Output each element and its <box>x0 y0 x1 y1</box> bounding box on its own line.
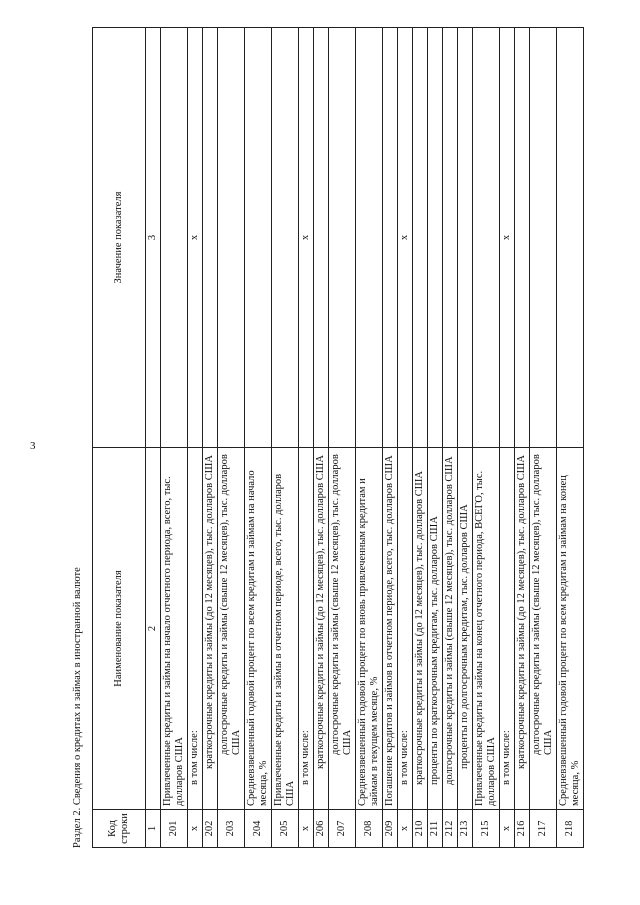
row-name: Средневзвешенный годовой процент по вновь привлеченным кредитам и займам в текущем месяце, % <box>356 448 383 810</box>
table-row <box>314 28 329 848</box>
row-code: 218 <box>557 810 584 848</box>
row-code: х <box>188 810 203 848</box>
row-value-cell[interactable]: х <box>188 28 203 448</box>
table-header-row <box>93 28 146 848</box>
row-value-cell[interactable] <box>428 28 443 448</box>
table-row <box>557 28 584 848</box>
header-code: Код строки <box>93 810 146 848</box>
row-name: Привлеченные кредиты и займы в отчетном периоде, всего, тыс. долларов США <box>272 448 299 810</box>
table-row <box>398 28 413 848</box>
row-name: Средневзвешенный годовой процент по всем кредитам и займам на конец месяца, % <box>557 448 584 810</box>
row-value-cell[interactable] <box>383 28 398 448</box>
table-row <box>188 28 203 848</box>
page-number: 3 <box>30 440 36 452</box>
row-value-cell[interactable] <box>443 28 458 448</box>
row-name: проценты по долгосрочным кредитам, тыс. долларов США <box>458 448 473 810</box>
table-row <box>383 28 398 848</box>
row-code: 215 <box>473 810 500 848</box>
row-name: краткосрочные кредиты и займы (до 12 месяцев), тыс. долларов США <box>515 448 530 810</box>
row-value-cell[interactable] <box>218 28 245 448</box>
row-value-cell[interactable] <box>161 28 188 448</box>
row-code: 203 <box>218 810 245 848</box>
table-row <box>161 28 188 848</box>
row-name: в том числе: <box>398 448 413 810</box>
row-name: Привлеченные кредиты и займы на начало отчетного периода, всего, тыс. долларов США <box>161 448 188 810</box>
table-row <box>500 28 515 848</box>
row-value-cell[interactable]: х <box>299 28 314 448</box>
table-row <box>428 28 443 848</box>
table-row <box>530 28 557 848</box>
column-number: 1 <box>146 810 161 848</box>
row-value-cell[interactable]: х <box>398 28 413 448</box>
row-name: Погашение кредитов и займов в отчетном периоде, всего, тыс. долларов США <box>383 448 398 810</box>
row-code: 205 <box>272 810 299 848</box>
rotated-page-content <box>72 28 581 848</box>
row-name: долгосрочные кредиты и займы (свыше 12 месяцев), тыс. долларов США <box>443 448 458 810</box>
row-value-cell[interactable] <box>203 28 218 448</box>
table-row <box>272 28 299 848</box>
row-code: 206 <box>314 810 329 848</box>
table-row <box>473 28 500 848</box>
row-name: Привлеченные кредиты и займы на конец отчетного периода, ВСЕГО, тыс. долларов США <box>473 448 500 810</box>
table-row <box>458 28 473 848</box>
row-name: краткосрочные кредиты и займы (до 12 месяцев), тыс. долларов США <box>314 448 329 810</box>
table-row <box>515 28 530 848</box>
row-value-cell[interactable] <box>356 28 383 448</box>
row-code: х <box>500 810 515 848</box>
table-row <box>329 28 356 848</box>
row-value-cell[interactable] <box>530 28 557 448</box>
row-value-cell[interactable] <box>314 28 329 448</box>
row-name: в том числе: <box>299 448 314 810</box>
column-number: 3 <box>146 28 161 448</box>
table-body <box>146 28 584 848</box>
row-value-cell[interactable] <box>458 28 473 448</box>
row-name: долгосрочные кредиты и займы (свыше 12 месяцев), тыс. долларов США <box>329 448 356 810</box>
column-numbers-row <box>146 28 161 848</box>
row-value-cell[interactable] <box>413 28 428 448</box>
row-code: 207 <box>329 810 356 848</box>
row-value-cell[interactable] <box>245 28 272 448</box>
table-row <box>245 28 272 848</box>
header-value: Значение показателя <box>93 28 146 448</box>
column-number: 2 <box>146 448 161 810</box>
row-name: краткосрочные кредиты и займы (до 12 месяцев), тыс. долларов США <box>203 448 218 810</box>
row-code: 211 <box>428 810 443 848</box>
row-code: 209 <box>383 810 398 848</box>
row-code: 202 <box>203 810 218 848</box>
row-name: долгосрочные кредиты и займы (свыше 12 месяцев), тыс. долларов США <box>530 448 557 810</box>
row-value-cell[interactable] <box>329 28 356 448</box>
row-value-cell[interactable]: х <box>500 28 515 448</box>
row-code: 212 <box>443 810 458 848</box>
row-code: 204 <box>245 810 272 848</box>
row-value-cell[interactable] <box>473 28 500 448</box>
row-name: Средневзвешенный годовой процент по всем кредитам и займам на начало месяца, % <box>245 448 272 810</box>
row-code: 201 <box>161 810 188 848</box>
row-code: х <box>398 810 413 848</box>
indicators-table <box>92 27 584 848</box>
table-row <box>356 28 383 848</box>
table-row <box>413 28 428 848</box>
row-code: 217 <box>530 810 557 848</box>
table-row <box>443 28 458 848</box>
row-name: в том числе: <box>500 448 515 810</box>
section-title: Раздел 2. Сведения о кредитах и займах в иностранной валюте <box>72 567 83 848</box>
row-value-cell[interactable] <box>557 28 584 448</box>
table-row <box>203 28 218 848</box>
row-code: 210 <box>413 810 428 848</box>
row-name: в том числе: <box>188 448 203 810</box>
table-row <box>218 28 245 848</box>
row-value-cell[interactable] <box>515 28 530 448</box>
row-value-cell[interactable] <box>272 28 299 448</box>
header-name: Наименование показателя <box>93 448 146 810</box>
row-code: 208 <box>356 810 383 848</box>
row-code: 216 <box>515 810 530 848</box>
row-name: проценты по краткосрочным кредитам, тыс. долларов США <box>428 448 443 810</box>
row-name: долгосрочные кредиты и займы (свыше 12 месяцев), тыс. долларов США <box>218 448 245 810</box>
row-code: 213 <box>458 810 473 848</box>
row-name: краткосрочные кредиты и займы (до 12 месяцев), тыс. долларов США <box>413 448 428 810</box>
table-row <box>299 28 314 848</box>
row-code: х <box>299 810 314 848</box>
